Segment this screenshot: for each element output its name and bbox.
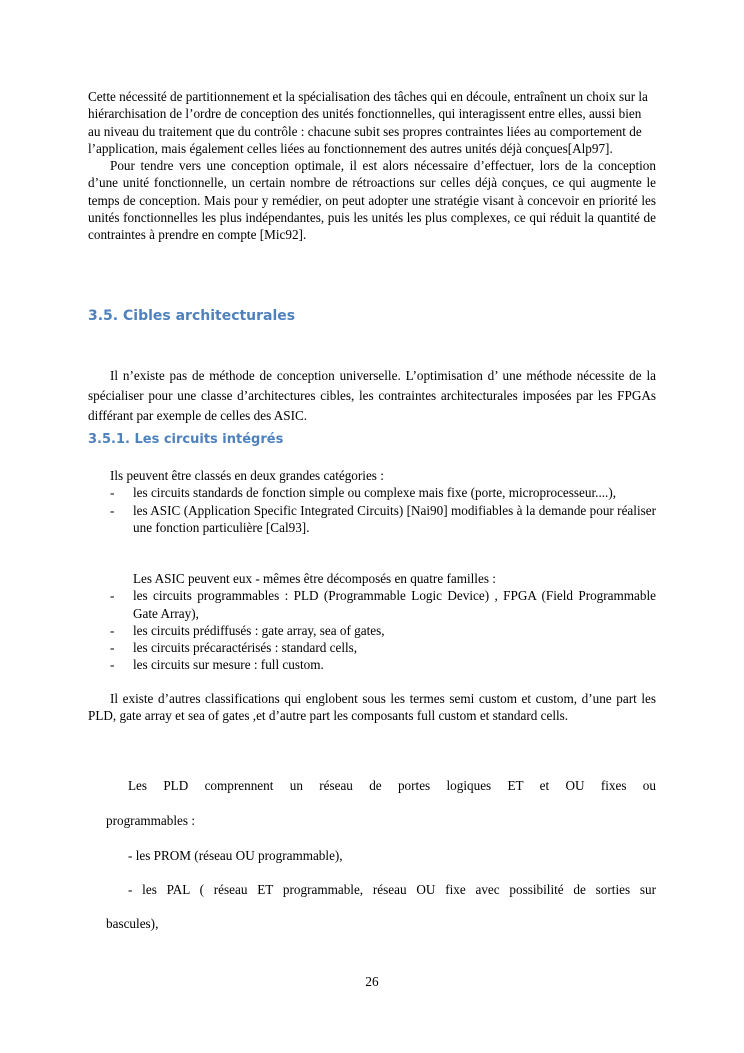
- categories-list: [88, 484, 656, 536]
- families-block: [88, 570, 656, 674]
- section-intro: [88, 366, 656, 426]
- list-item: - les circuits sur mesure : full custom.: [110, 657, 324, 673]
- classification-block: [88, 690, 656, 725]
- list-item: - les circuits standards de fonction simple ou complexe mais fixe (porte, microprocesseur....),: [110, 485, 617, 501]
- subsection-heading: 3.5.1. Les circuits intégrés: [88, 432, 284, 447]
- list-item: - les ASIC (Application Specific Integrated Circuits) [Nai90] modifiables à la demande pour réaliser une fonction particulière [Cal93].: [110, 502, 656, 535]
- pal-line-1: - les PAL ( réseau ET programmable, réseau OU fixe avec possibilité de sorties sur: [128, 881, 656, 897]
- page-number: 26: [365, 974, 379, 989]
- section-paragraph: Il n’existe pas de méthode de conception universelle. L’optimisation d’ une méthode nécessite de la spécialiser pour une classe d’architectures cibles, les contraintes architecturales imposées par les FPGAs différant par exemple de celles des ASIC.: [88, 368, 656, 423]
- asic-lead: Les ASIC peuvent eux - mêmes être décomposés en quatre familles :: [133, 571, 496, 586]
- categories-block: [88, 467, 656, 536]
- families-list: [88, 587, 656, 673]
- intro-paragraph-2: Pour tendre vers une conception optimale, il est alors nécessaire d’effectuer, lors de la conception d’une unité fonctionnelle, un certain nombre de rétroactions sur celles déjà conçues, ce qui augmente le temps de conception. Mais pour y remédier, on peut adopter une stratégie visant à concevoir en priorité les unités fonctionnelles les plus indépendantes, puis les unités les plus complexes, ce qui réduit la quantité de contraintes à prendre en compte [Mic92].: [88, 158, 656, 243]
- pld-line-1: Les PLD comprennent un réseau de portes logiques ET et OU fixes ou: [128, 778, 656, 793]
- intro-paragraph-1: Cette nécessité de partitionnement et la spécialisation des tâches qui en découle, entraînent un choix sur la hiérarchisation de l’ordre de conception des unités fonctionnelles, qui interagissent entre elles, aussi bien au niveau du traitement que du contrôle : chacune subit ses propres contraintes liées au comportement de l’application, mais également celles liées au fonctionnement des autres unités déjà conçues[Alp97].: [88, 89, 648, 156]
- categories-lead: Ils peuvent être classés en deux grandes catégories :: [110, 468, 384, 483]
- intro-block: [88, 88, 656, 244]
- list-item: - les circuits prédiffusés : gate array, sea of gates,: [110, 622, 385, 638]
- section-heading: 3.5. Cibles architecturales: [88, 308, 296, 324]
- list-item: - les circuits programmables : PLD (Programmable Logic Device) , FPGA (Field Programmable Gate Array),: [110, 588, 656, 621]
- pld-line-2: programmables :: [106, 813, 195, 829]
- prom-line: - les PROM (réseau OU programmable),: [128, 847, 343, 863]
- pld-block: [88, 777, 656, 932]
- classification-paragraph: Il existe d’autres classifications qui englobent sous les termes semi custom et custom, d’une part les PLD, gate array et sea of gates ,et d’autre part les composants full custom et standard cells.: [88, 691, 656, 724]
- pal-line-2: bascules),: [106, 916, 159, 932]
- list-item: - les circuits précaractérisés : standard cells,: [110, 640, 358, 656]
